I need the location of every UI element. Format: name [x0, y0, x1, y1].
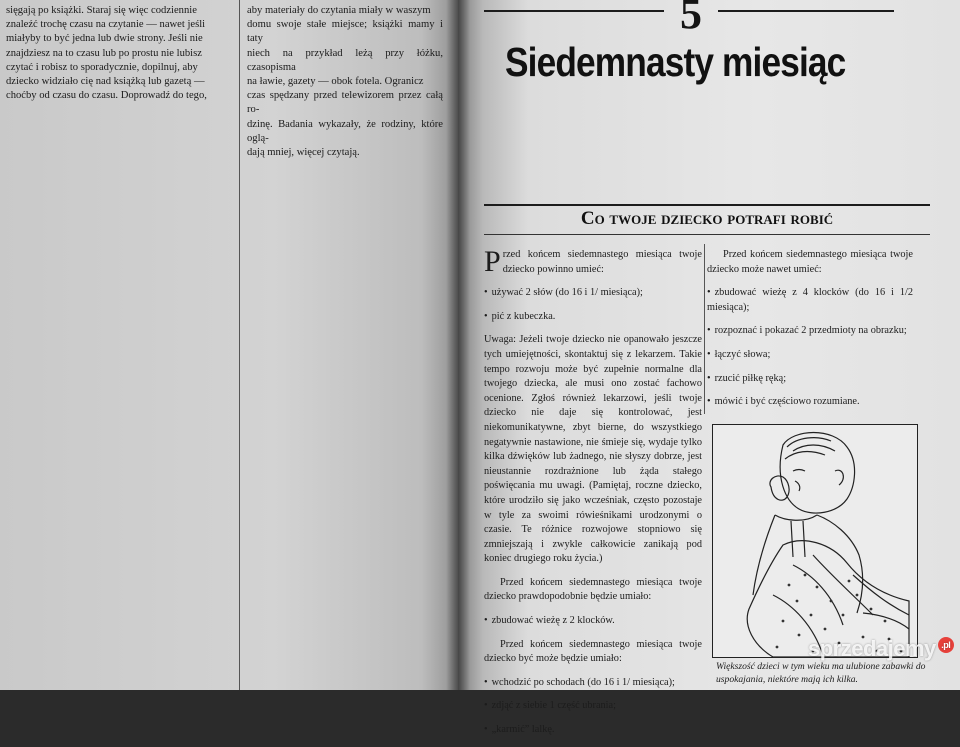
- list-item: [484, 614, 702, 629]
- text-line: domu swoje stałe miejsce; książki mamy i taty: [247, 19, 443, 45]
- drop-cap: P: [484, 245, 501, 278]
- chapter-title: Siedemnasty miesiąc: [505, 39, 846, 85]
- left-page: [0, 0, 458, 690]
- list-item-text: rozpoznać i pokazać 2 przedmioty na obrazku;: [714, 325, 907, 337]
- list-item-text: zbudować wieżę z 4 klocków (do 16 i 1/2 miesiąca);: [707, 287, 913, 313]
- list-item: [707, 324, 913, 339]
- bullet: •: [707, 287, 711, 299]
- section-rule-bottom: [484, 234, 930, 235]
- child-hair: [785, 438, 835, 459]
- list-item-text: rzucić piłkę ręką;: [714, 372, 787, 384]
- bullet: •: [484, 676, 488, 688]
- bullet: •: [484, 724, 488, 736]
- text-line: czytać i robisz to sporadycznie, dopilnuj, aby: [6, 61, 198, 73]
- text-line: znajdziesz na to czasu lub po prostu nie lubisz: [6, 47, 202, 59]
- child-hand: [770, 476, 789, 500]
- list-item-text: mówić i być częściowo rozumiane.: [714, 396, 860, 408]
- illustration-caption: Większość dzieci w tym wieku ma ulubione zabawki do uspokajania, niektóre mają ich kilka.: [716, 661, 926, 685]
- list-item: [707, 372, 913, 387]
- text-line: na ławie, gazety — obok fotela. Ogranicz: [247, 76, 424, 88]
- chapter-rule-left: [484, 10, 664, 12]
- list-item-text: pić z kubeczka.: [491, 310, 556, 322]
- text-line: choćby od czasu do czasu. Doprowadź do tego,: [6, 90, 207, 102]
- bullet: •: [707, 325, 711, 337]
- even-intro: Przed końcem siedemnastego miesiąca twoje dziecko może nawet umieć:: [707, 249, 913, 275]
- even-skills-list: [707, 286, 913, 410]
- watermark: sprzedajemy .pl: [808, 636, 954, 662]
- list-item-text: łączyć słowa;: [714, 348, 771, 360]
- sweater-straps: [791, 521, 805, 557]
- bullet: •: [707, 348, 711, 360]
- list-item: [484, 286, 702, 301]
- list-item: [484, 676, 702, 691]
- must-skills-list: [484, 286, 702, 324]
- list-item-text: zbudować wieżę z 2 klocków.: [491, 615, 615, 627]
- list-item: [707, 395, 913, 410]
- list-item: [707, 286, 913, 315]
- chapter-number: 5: [680, 0, 702, 38]
- text-line: znaleźć trochę czasu na czytanie — nawet jeśli: [6, 19, 206, 31]
- child-head: [780, 433, 854, 514]
- text-line: czas spędzany przed telewizorem przez całą ro-: [247, 90, 443, 116]
- text-line: dają mniej, więcej czytają.: [247, 147, 360, 159]
- probably-intro: Przed końcem siedemnastego miesiąca twoje dziecko prawdopodobnie będzie umiało:: [484, 576, 702, 603]
- text-line: miałyby to być jedna lub dwie strony. Jeśli nie: [6, 33, 203, 45]
- child-face: [793, 470, 805, 492]
- right-text-column-2: [707, 248, 913, 419]
- child-with-blanket-drawing: [713, 425, 917, 657]
- intro-paragraph: Przed końcem siedemnastego miesiąca twoje dziecko powinno umieć:: [484, 245, 702, 278]
- text-line: aby materiały do czytania miały w waszym: [247, 5, 431, 16]
- column-divider-right: [704, 244, 705, 414]
- list-item: [707, 348, 913, 363]
- list-item-text: zdjąć z siebie 1 część ubrania;: [491, 700, 616, 712]
- text-line: dzinę. Badania wykazały, że rodziny, które oglą-: [247, 118, 443, 144]
- list-item-text: wchodzić po schodach (do 16 i 1/ miesiąca);: [491, 676, 675, 688]
- section-title: Co twoje dziecko potrafi robić: [580, 208, 834, 229]
- watermark-badge: .pl: [938, 637, 954, 653]
- bullet: •: [707, 372, 711, 384]
- maybe-skills-list: [484, 676, 702, 738]
- child-collar: [775, 515, 817, 520]
- bullet: •: [707, 396, 711, 408]
- list-item-text: używać 2 słów (do 16 i 1/ miesiąca);: [491, 287, 643, 299]
- list-item: [484, 723, 702, 738]
- bullet: •: [484, 700, 488, 712]
- book-gutter: [446, 0, 470, 690]
- text-line: sięgają po książki. Staraj się więc codziennie: [6, 5, 197, 16]
- child-illustration: [712, 424, 918, 658]
- left-text-column-1: [6, 4, 232, 103]
- bullet: •: [484, 310, 488, 322]
- chapter-rule-right: [718, 10, 894, 12]
- text-line: niech na przykład leżą przy łóżku, czasopisma: [247, 47, 443, 73]
- list-item: [484, 310, 702, 325]
- bullet: •: [484, 287, 488, 299]
- right-text-column-1: [484, 245, 702, 747]
- note-paragraph: Uwaga: Jeżeli twoje dziecko nie opanowało jeszcze tych umiejętności, skontaktuj się z lekarzem. Takie tempo rozwoju może być zupełnie normalne dla twojego dziecka, ale musi ono zostać fachowo ocenione. Zgłoś również lekarzowi, jeśli twoje dziecko nie daje się kontrolować, jest niekomunikatywne, zbyt bierne, do wszystkiego negatywnie nastawione, nie śmieje się, wydaje tylko kilka dźwięków lub żadnego, nie słyszy dobrze, jest nieustannie rozdrażnione lub żąda stałego poświęcania mu uwagi. (Pamiętaj, roczne dziecko, które urodziło się jako wcześniak, często pozostaje w tyle za swoimi rówieśnikami urodzonymi o czasie. Te różnice rozwojowe stopniowo się zmniejszają i zwykle całkowicie zanikają pod koniec drugiego roku życia.): [484, 334, 702, 565]
- child-ear: [835, 470, 843, 485]
- list-item: [484, 699, 702, 714]
- list-item-text: „karmić” lalkę.: [491, 724, 555, 736]
- child-body: [753, 515, 863, 613]
- maybe-intro: Przed końcem siedemnastego miesiąca twoje dziecko być może będzie umiało:: [484, 638, 702, 665]
- text-line: dziecko widziało cię nad książką lub gazetą —: [6, 76, 205, 88]
- column-divider: [239, 0, 240, 690]
- left-text-column-2: [247, 4, 443, 160]
- probably-skills-list: [484, 614, 702, 629]
- bullet: •: [484, 615, 488, 627]
